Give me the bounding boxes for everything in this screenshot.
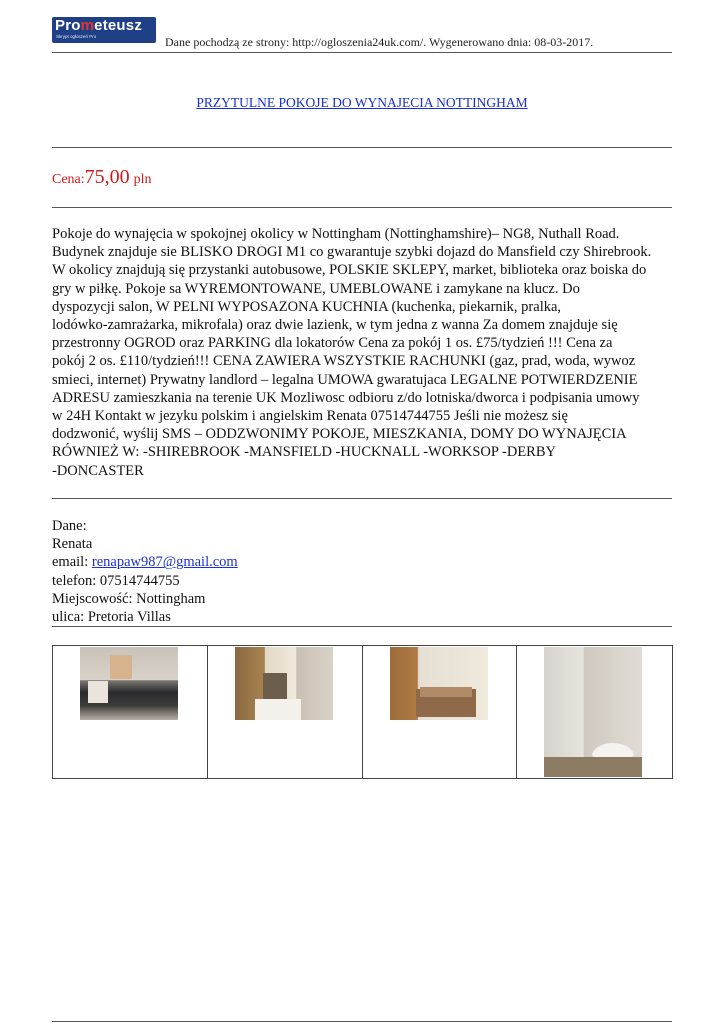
prometeusz-logo bbox=[52, 17, 156, 43]
photo-bathroom[interactable] bbox=[544, 647, 642, 777]
footer-divider bbox=[52, 1021, 672, 1022]
contact-name: Renata bbox=[52, 536, 93, 553]
photo-cell bbox=[517, 646, 672, 778]
price-currency: pln bbox=[133, 172, 152, 187]
contact-email-row bbox=[52, 553, 238, 571]
divider bbox=[52, 498, 672, 499]
source-line: Dane pochodzą ze strony: http://ogloszenia24uk.com/. Wygenerowano dnia: 08-03-2017. bbox=[165, 35, 594, 49]
listing-title-link[interactable]: PRZYTULNE POKOJE DO WYNAJECIA NOTTINGHAM bbox=[196, 95, 528, 110]
email-label: email: bbox=[52, 554, 92, 571]
photo-cell bbox=[53, 646, 208, 778]
divider bbox=[52, 626, 672, 627]
divider bbox=[52, 147, 672, 148]
contact-block bbox=[52, 517, 238, 626]
contact-street: ulica: Pretoria Villas bbox=[52, 609, 171, 626]
contact-heading: Dane: bbox=[52, 518, 87, 534]
price-value: 75,00 bbox=[84, 166, 130, 188]
photo-bedroom[interactable] bbox=[390, 647, 488, 720]
photo-cell bbox=[208, 646, 363, 778]
photo-living-room[interactable] bbox=[80, 647, 178, 720]
contact-phone: telefon: 07514744755 bbox=[52, 572, 180, 589]
logo-wordmark: Prometeusz bbox=[55, 17, 143, 34]
header-divider bbox=[52, 52, 672, 53]
divider bbox=[52, 207, 672, 208]
photo-cell bbox=[363, 646, 518, 778]
contact-city: Miejscowość: Nottingham bbox=[52, 590, 206, 607]
email-link[interactable]: renapaw987@gmail.com bbox=[91, 554, 238, 571]
price-label: Cena: bbox=[52, 172, 85, 187]
photo-kitchen[interactable] bbox=[235, 647, 333, 720]
price bbox=[52, 166, 152, 189]
logo-tagline: Skrypt ogłoszeń Pro bbox=[56, 34, 97, 39]
listing-description: Pokoje do wynajęcia w spokojnej okolicy w Nottingham (Nottinghamshire)– NG8, Nuthall Road. Budynek znajduje sie BLISKO DROGI M1 co gwarantuje szybki dojazd do Mansfield czy Shirebrook. W okolicy znajdują się przystanki autobusowe, POLSKIE SKLEPY, market, biblioteka oraz boiska do gry w piłkę. Pokoje sa WYREMONTOWANE, UMEBLOWANE i zamykane na klucz. Do dyspozycji salon, W PELNI WYPOSAZONA KUCHNIA (kuchenka, piekarnik, pralka, lodówko-zamrażarka, mikrofala) oraz dwie lazienk, w tym jedna z wanna Za domem znajduje się przestronny OGROD oraz PARKING dla lokatorów Cena za pokój 1 os. £75/tydzień !!! Cena za pokój 2 os. £110/tydzień!!! CENA ZAWIERA WSZYSTKIE RACHUNKI (gaz, prad, woda, wywoz smieci, internet) Prywatny landlord – legalna UMOWA gwaratujaca LEGALNE POTWIERDZENIE ADRESU zamieszkania na terenie UK Mozliwosc odbioru z/do lotniska/dworca i podpisania umowy w 24H Kontakt w jezyku polskim i angielskim Renata 07514744755 Jeśli nie możesz się dodzwonić, wyślij SMS – ODDZWONIMY POKOJE, MIESZKANIA, DOMY DO WYNAJĘCIA RÓWNIEŻ W: -SHIREBROOK -MANSFIELD -HUCKNALL -WORKSOP -DERBY -DONCASTER bbox=[52, 226, 652, 479]
photo-gallery bbox=[52, 645, 673, 779]
